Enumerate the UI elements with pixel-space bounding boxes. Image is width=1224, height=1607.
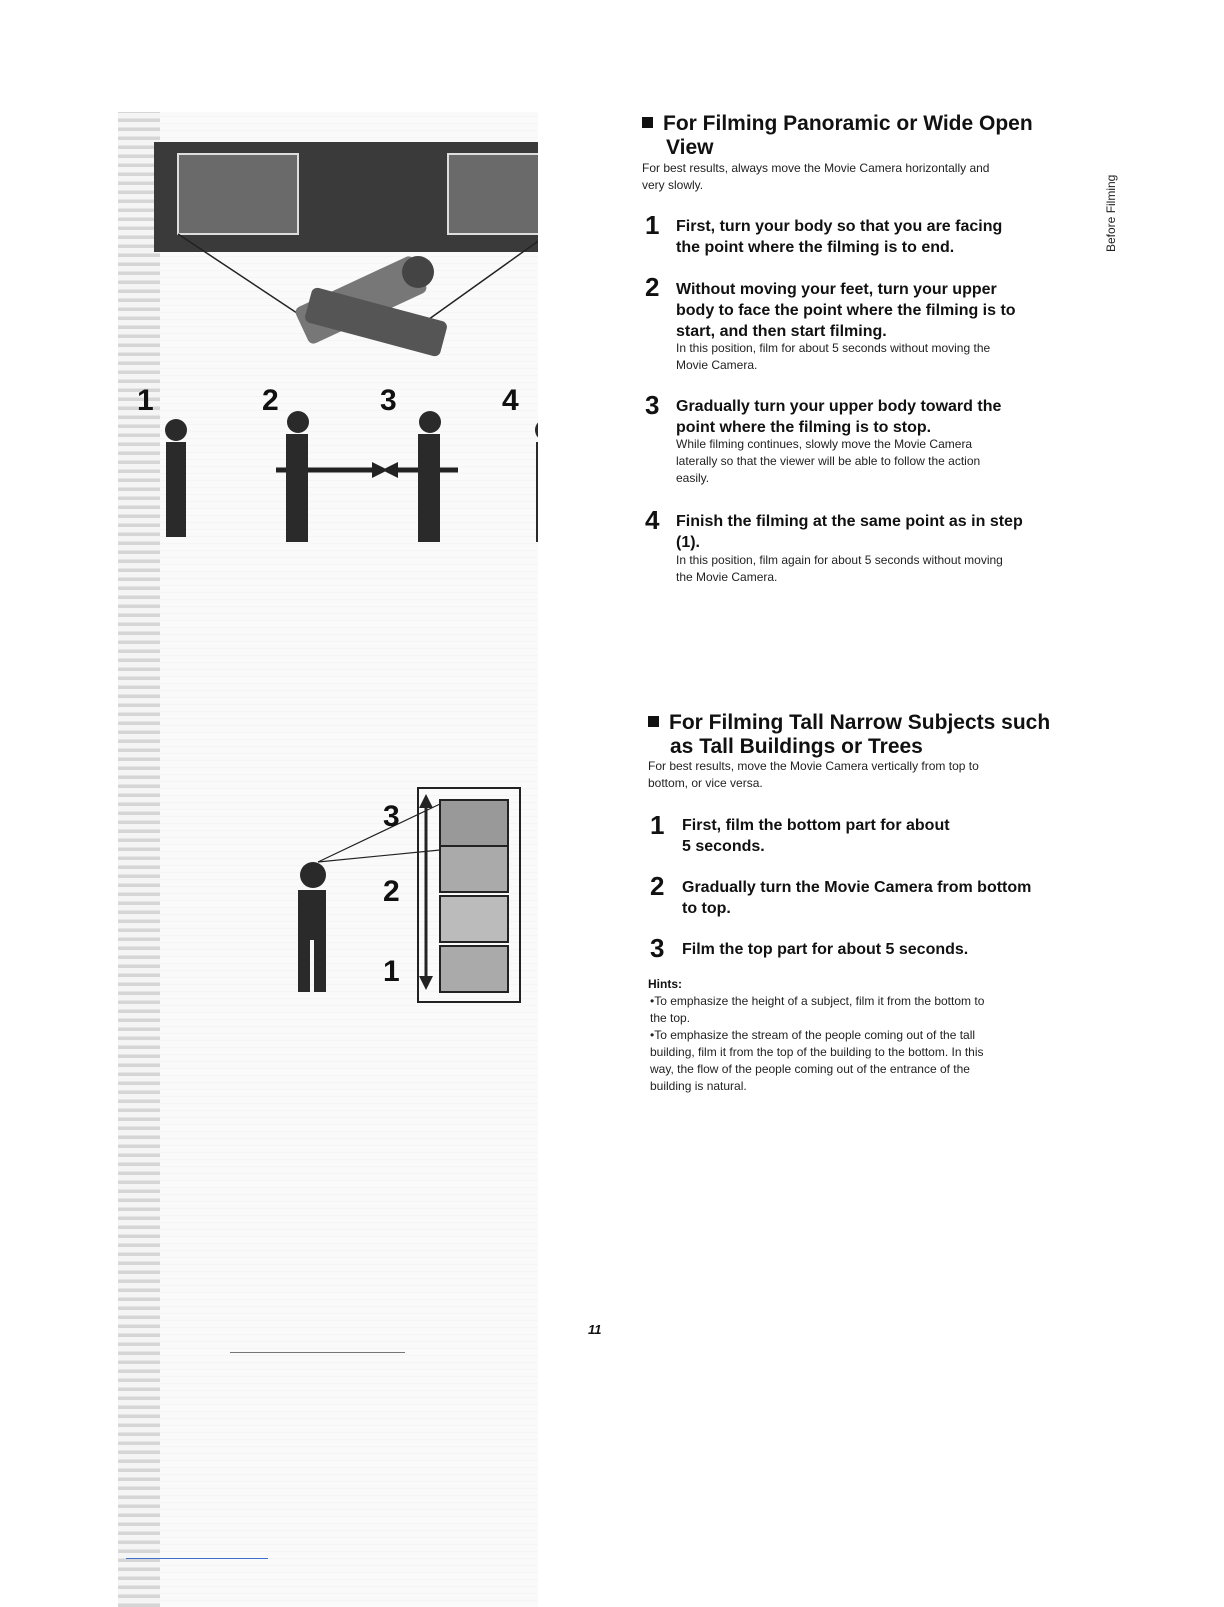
hints-label: Hints: [648,977,682,991]
panoramic-title-line2: View [666,136,714,159]
tall-title [648,711,1098,759]
vertical-step-label-3: 3 [383,800,400,833]
building-middle [440,846,508,892]
panoramic-step-3-note-line3: easily. [676,471,710,485]
panoramic-step-label-3: 3 [380,384,397,417]
panoramic-step-1 [676,216,1096,258]
panoramic-intro [642,160,1082,194]
tall-step-2-line1: Gradually turn the Movie Camera from bottom [682,879,1032,896]
building-lower [440,896,508,942]
panoramic-step-3-num: 3 [645,390,660,420]
bullet-square-icon [642,117,653,128]
panoramic-step-label-1: 1 [137,384,154,417]
page-number: 11 [588,1322,602,1337]
tall-step-1-line1: First, film the bottom part for about [682,817,950,834]
tall-step-2 [682,877,1102,919]
vertical-arrow-down-head [419,976,433,990]
panoramic-title [642,112,1082,160]
panoramic-step-4-line1: Finish the filming at the same point as in step [676,513,1023,530]
panoramic-step-4-note-line2: the Movie Camera. [676,570,778,584]
tall-step-3-num: 3 [650,933,665,963]
footer-rule [230,1352,405,1353]
vertical-view-line-top [318,804,440,862]
figure-1 [166,442,186,537]
panoramic-step-3-note [676,436,1096,487]
hint-item: •To emphasize the height of a subject, film it from the bottom to the top. [650,994,985,1025]
panoramic-step-3-note-line1: While filming continues, slowly move the Movie Camera [676,437,973,451]
tall-intro-line2: bottom, or vice versa. [648,776,763,790]
vertical-figure [298,862,326,992]
panoramic-step-3-note-line2: laterally so that the viewer will be able to follow the action [676,454,981,468]
panoramic-step-2-line3: start, and then start filming. [676,323,887,340]
panoramic-step-3-line1: Gradually turn your upper body toward the [676,398,1002,415]
hint-item: •To emphasize the stream of the people coming out of the tall building, film it from the top of the building to the bottom. In this way, the flow of the people coming out of the entrance of the building is natural. [650,1028,984,1093]
panoramic-intro-line1: For best results, always move the Movie Camera horizontally and [642,161,990,175]
tall-step-3-line1: Film the top part for about 5 seconds. [682,941,969,958]
side-tab: Before Filming [1104,174,1118,252]
panoramic-step-3 [676,396,1096,438]
vertical-arrow-up-head [419,794,433,808]
figure-2 [286,434,308,542]
vertical-step-label-1: 1 [383,955,400,988]
panoramic-illustration [118,112,538,582]
panoramic-step-2-line2: body to face the point where the filming is to [676,302,1016,319]
tall-step-1 [682,815,1102,857]
figure-4 [536,442,538,542]
panoramic-step-4 [676,511,1096,553]
panoramic-intro-line2: very slowly. [642,178,704,192]
bullet-square-icon [648,716,659,727]
vertical-view-line-bottom [318,850,440,862]
tall-intro-line1: For best results, move the Movie Camera vertically from top to [648,759,979,773]
tall-intro [648,758,1098,792]
panoramic-step-1-line1: First, turn your body so that you are facing [676,218,1003,235]
panoramic-step-2-note-line1: In this position, film for about 5 seconds without moving the [676,341,991,355]
hints-list [648,993,1098,1095]
vertical-step-label-2: 2 [383,875,400,908]
bottom-rule [126,1558,268,1559]
panoramic-step-1-num: 1 [645,210,660,240]
camera-drawing [294,254,449,357]
panoramic-title-line1: For Filming Panoramic or Wide Open [663,112,1033,135]
panoramic-step-4-note-line1: In this position, film again for about 5 seconds without moving [676,553,1003,567]
tall-title-line2: as Tall Buildings or Trees [670,735,923,758]
panoramic-step-4-num: 4 [645,505,660,535]
panoramic-step-2-num: 2 [645,272,660,302]
panoramic-step-1-line2: the point where the filming is to end. [676,239,955,256]
panoramic-step-3-line2: point where the filming is to stop. [676,419,932,436]
panoramic-step-2-note-line2: Movie Camera. [676,358,758,372]
figure-3 [418,434,440,542]
building-base [440,946,508,992]
tall-step-2-line2: to top. [682,900,731,917]
figures-row [165,411,538,542]
panoramic-step-2-line1: Without moving your feet, turn your upper [676,281,997,298]
panoramic-step-2 [676,279,1096,342]
panoramic-step-2-note [676,340,1096,374]
tall-step-1-line2: 5 seconds. [682,838,765,855]
vertical-illustration [118,780,538,1020]
panoramic-step-label-2: 2 [262,384,279,417]
tall-step-2-num: 2 [650,871,665,901]
panorama-frame-left [178,154,298,234]
panoramic-step-4-note [676,552,1096,586]
tall-step-3 [682,939,1102,960]
building-top [440,800,508,846]
panoramic-step-4-line2: (1). [676,534,700,551]
tall-title-line1: For Filming Tall Narrow Subjects such [669,711,1051,734]
arrow-left-head [382,462,398,478]
panoramic-step-label-4: 4 [502,384,519,417]
panorama-frame-right [448,154,538,234]
tall-step-1-num: 1 [650,810,665,840]
